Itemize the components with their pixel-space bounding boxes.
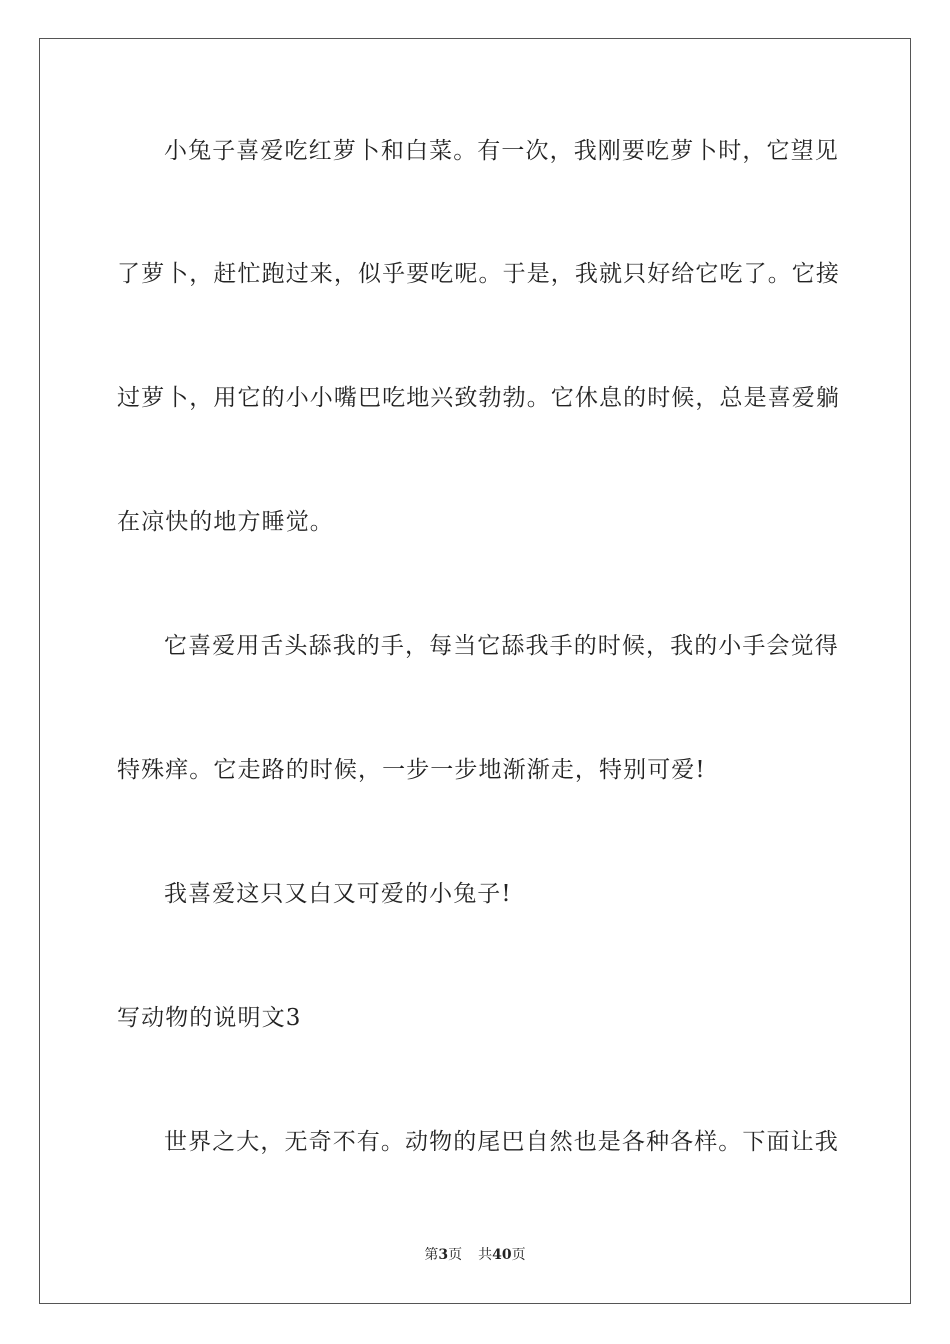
paragraph-1-line-1: 小兔子喜爱吃红萝卜和白菜。有一次，我刚要吃萝卜时，它望见 (164, 138, 839, 164)
footer-page-prefix: 第 (424, 1247, 439, 1263)
footer-total-prefix: 共 (478, 1247, 493, 1263)
paragraph-1-line-2: 了萝卜，赶忙跑过来，似乎要吃呢。于是，我就只好给它吃了。它接 (117, 261, 840, 287)
footer-page-number: 3 (438, 1247, 449, 1263)
page-border (39, 38, 911, 1304)
paragraph-4-line-1: 世界之大，无奇不有。动物的尾巴自然也是各种各样。下面让我 (164, 1129, 839, 1155)
page-footer (0, 1245, 950, 1265)
paragraph-3-line-1: 我喜爱这只又白又可爱的小兔子! (164, 881, 512, 907)
section-heading: 写动物的说明文3 (117, 1005, 302, 1031)
footer-total-number: 40 (492, 1247, 512, 1263)
footer-page-suffix: 页 (448, 1247, 463, 1263)
paragraph-2-line-2: 特殊痒。它走路的时候，一步一步地渐渐走，特别可爱! (117, 757, 706, 783)
footer-total-suffix: 页 (511, 1247, 526, 1263)
paragraph-1-line-3: 过萝卜，用它的小小嘴巴吃地兴致勃勃。它休息的时候，总是喜爱躺 (117, 385, 840, 411)
paragraph-2-line-1: 它喜爱用舌头舔我的手，每当它舔我手的时候，我的小手会觉得 (164, 633, 839, 659)
paragraph-1-line-4: 在凉快的地方睡觉。 (117, 509, 334, 535)
